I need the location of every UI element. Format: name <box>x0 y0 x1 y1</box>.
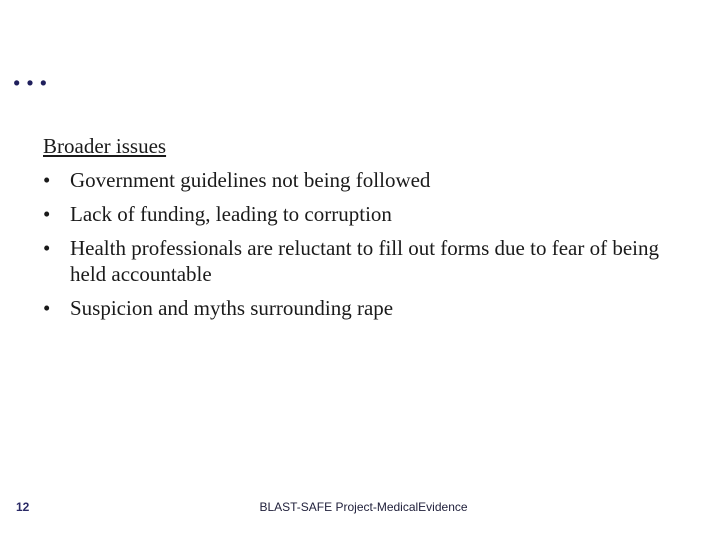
bullet-icon: • <box>43 236 51 260</box>
page-number: 12 <box>16 500 30 514</box>
bullet-item <box>43 235 683 287</box>
bullet-text: Government guidelines not being followed <box>70 168 431 192</box>
bullet-icon: • <box>43 202 51 226</box>
bullet-list <box>43 167 683 321</box>
bullet-text: Lack of funding, leading to corruption <box>70 202 392 226</box>
bullet-item <box>43 167 683 193</box>
bullet-text: Health professionals are reluctant to fill out forms due to fear of being held accountable <box>70 236 659 286</box>
bullet-item <box>43 295 683 321</box>
footer-text: BLAST-SAFE Project-MedicalEvidence <box>259 500 468 514</box>
bullet-text: Suspicion and myths surrounding rape <box>70 296 394 320</box>
bullet-item <box>43 201 683 227</box>
slide-title: … <box>10 49 52 95</box>
bullet-icon: • <box>43 168 51 192</box>
bullet-icon: • <box>43 296 51 320</box>
section-heading: Broader issues <box>43 134 167 158</box>
slide-content <box>43 133 683 329</box>
